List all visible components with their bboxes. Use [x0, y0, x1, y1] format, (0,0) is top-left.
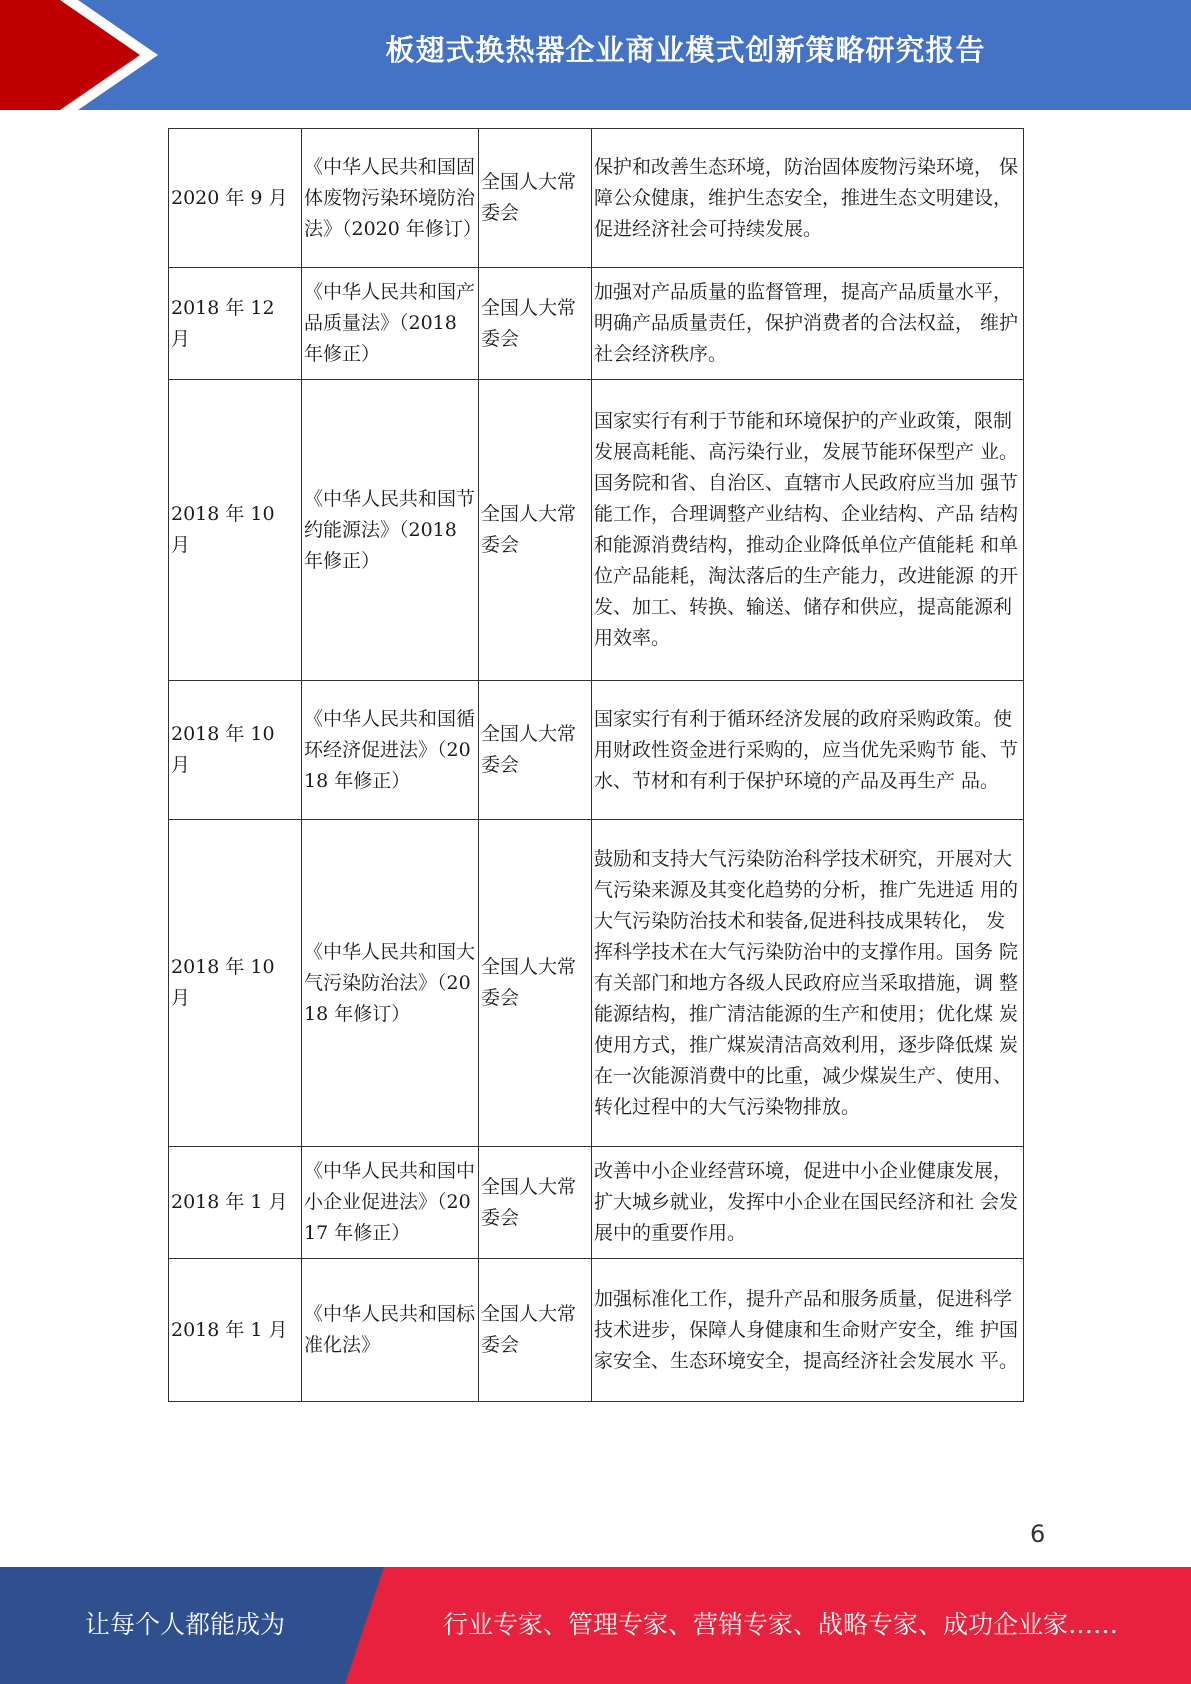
cell-content: 国家实行有利于循环经济发展的政府采购政策。使用财政性资金进行采购的，应当优先采购节 能、节水、节材和有利于保护环境的产品及再生产 品。 — [592, 681, 1024, 820]
footer-slogan-right: 行业专家、管理专家、营销专家、战略专家、成功企业家…… — [442, 1610, 1118, 1639]
cell-issuer: 全国人大常委会 — [479, 380, 592, 681]
report-title: 板翅式换热器企业商业模式创新策略研究报告 — [385, 33, 986, 67]
page-header — [0, 0, 1191, 110]
cell-issuer: 全国人大常委会 — [479, 820, 592, 1147]
cell-law: 《中华人民共和国大气污染防治法》（2018 年修订） — [302, 820, 479, 1147]
cell-content: 鼓励和支持大气污染防治科学技术研究，开展对大气污染来源及其变化趋势的分析，推广先进适 用的大气污染防治技术和装备,促进科技成果转化， 发挥科学技术在大气污染防治中的支撑作用。国务 院有关部门和地方各级人民政府应当采取措施，调 整能源结构，推广清洁能源的生产和使用；优化煤 炭使用方式，推广煤炭清洁高效利用，逐步降低煤 炭在一次能源消费中的比重，减少煤炭生产、使用、 转化过程中的大气污染物排放。 — [592, 820, 1024, 1147]
table-row — [169, 268, 1024, 380]
table-row — [169, 380, 1024, 681]
cell-law: 《中华人民共和国标准化法》 — [302, 1259, 479, 1402]
cell-content: 加强标准化工作，提升产品和服务质量，促进科学技术进步，保障人身健康和生命财产安全，维 护国家安全、生态环境安全，提高经济社会发展水 平。 — [592, 1259, 1024, 1402]
table-row — [169, 1147, 1024, 1259]
cell-content: 改善中小企业经营环境，促进中小企业健康发展，扩大城乡就业，发挥中小企业在国民经济和社 会发展中的重要作用。 — [592, 1147, 1024, 1259]
cell-law: 《中华人民共和国固体废物污染环境防治法》（2020 年修订） — [302, 129, 479, 268]
cell-issuer: 全国人大常委会 — [479, 681, 592, 820]
cell-date: 2018 年 10 月 — [169, 681, 302, 820]
cell-date: 2020 年 9 月 — [169, 129, 302, 268]
cell-law: 《中华人民共和国中小企业促进法》（2017 年修正） — [302, 1147, 479, 1259]
cell-content: 保护和改善生态环境，防治固体废物污染环境， 保障公众健康，维护生态安全，推进生态文明建设， 促进经济社会可持续发展。 — [592, 129, 1024, 268]
policy-table — [168, 128, 1024, 1402]
cell-content: 国家实行有利于节能和环境保护的产业政策，限制发展高耗能、高污染行业，发展节能环保型产 业。国务院和省、自治区、直辖市人民政府应当加 强节能工作，合理调整产业结构、企业结构、产品 结构和能源消费结构，推动企业降低单位产值能耗 和单位产品能耗，淘汰落后的生产能力，改进能源 的开发、加工、转换、输送、储存和供应，提高能源利用效率。 — [592, 380, 1024, 681]
cell-content: 加强对产品质量的监督管理，提高产品质量水平，明确产品质量责任，保护消费者的合法权益， 维护社会经济秩序。 — [592, 268, 1024, 380]
cell-date: 2018 年 1 月 — [169, 1259, 302, 1402]
table-row — [169, 129, 1024, 268]
cell-date: 2018 年 10 月 — [169, 820, 302, 1147]
cell-law: 《中华人民共和国循环经济促进法》（2018 年修正） — [302, 681, 479, 820]
cell-date: 2018 年 10 月 — [169, 380, 302, 681]
table-row — [169, 681, 1024, 820]
cell-issuer: 全国人大常委会 — [479, 1259, 592, 1402]
table-row — [169, 1259, 1024, 1402]
cell-issuer: 全国人大常委会 — [479, 1147, 592, 1259]
cell-date: 2018 年 12 月 — [169, 268, 302, 380]
cell-date: 2018 年 1 月 — [169, 1147, 302, 1259]
table-row — [169, 820, 1024, 1147]
page-footer — [0, 1567, 1191, 1684]
page-number: 6 — [1030, 1520, 1046, 1548]
footer-slogan-left: 让每个人都能成为 — [84, 1610, 285, 1639]
cell-issuer: 全国人大常委会 — [479, 268, 592, 380]
cell-law: 《中华人民共和国节约能源法》（2018 年修正） — [302, 380, 479, 681]
cell-issuer: 全国人大常委会 — [479, 129, 592, 268]
header-red-arrow — [0, 0, 150, 110]
cell-law: 《中华人民共和国产品质量法》（2018 年修正） — [302, 268, 479, 380]
